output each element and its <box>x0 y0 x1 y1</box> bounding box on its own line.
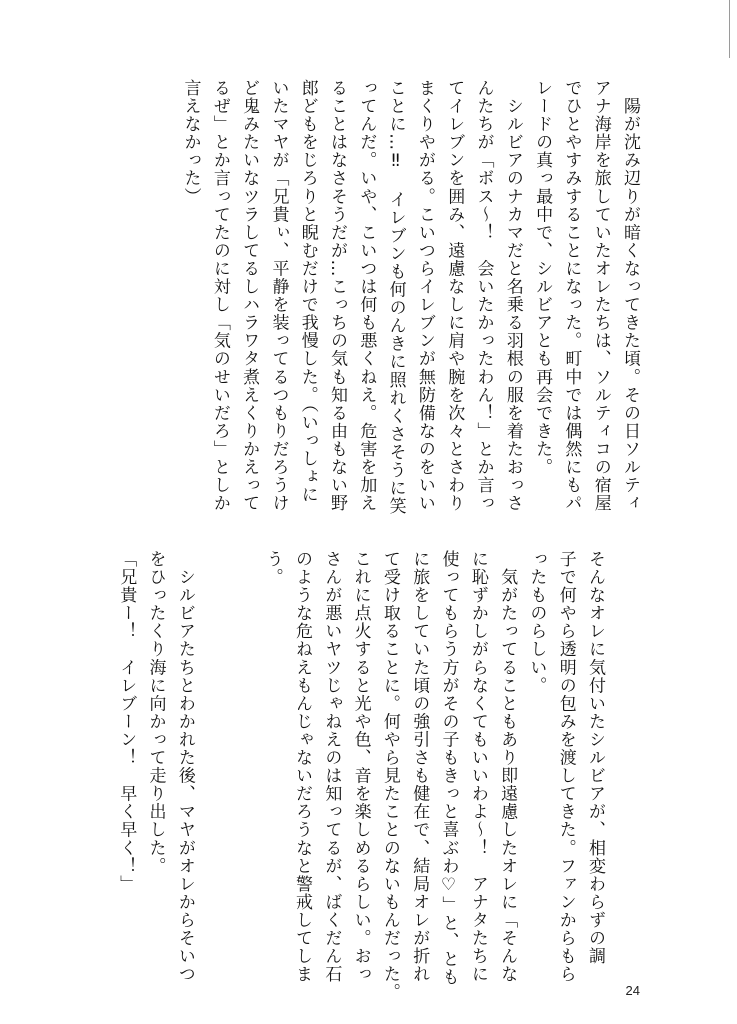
page-number: 24 <box>625 983 640 998</box>
body-text-lower: そんなオレに気付いたシルビアが、相変わらずの調 子で何やら透明の包みを渡してきた。ファンからもら ったものらしい。 気がたってることもあり即遠慮したオレに「そんな に恥ずかしがらなくてもいいわよ～！ アナタたちに 使ってもらう方がその子もきっと喜ぶわ♡」と、とも に旅をしていた頃の強引さも健在で、結局オレが折れ て受け取ることに。何やら見たことのないもんだった。 これに点火すると光や色、音を楽しめるらしい。おっ さんが悪いヤツじゃねえのは知ってるが、ばくだん石 のような危ねえもんじゃないだろうなと警戒してしま う。 シルビアたちとわかれた後、マヤがオレからそいつ をひったくり海に向かって走り出した。 「兄貴ー！ イレブーン！ 早く早く！」 <box>116 550 605 1002</box>
page-edge-rule <box>729 0 730 58</box>
body-text-upper: 陽が沈み辺りが暗くなってきた頃。その日ソルティ アナ海岸を旅していたオレたちは、ソルティコの宿屋 でひとやすみすることになった。町中では偶然にもパ レードの真っ最中で、シルビアとも再会できた。 シルビアのナカマだと名乗る羽根の服を着たおっさ んたちが「ボス～！ 会いたかったわん！」とか言っ てイレブンを囲み、遠慮なしに肩や腕を次々とさわり まくりやがる。こいつらイレブンが無防備なのをいい ことに…‼ イレブンも何のんきに照れくさそうに笑 ってんだ。いや、こいつは何も悪くねえ。危害を加え ることはなさそうだが…こっちの気も知る由もない野 郎どもをじろりと睨むだけで我慢した。（いっしょに いたマヤが「兄貴ぃ、平静を装ってるつもりだろうけ ど鬼みたいなツラしてるしハラワタ煮えくりかえって るぜ」とか言ってたのに対し「気のせいだろ」としか 言えなかった） <box>180 79 640 516</box>
